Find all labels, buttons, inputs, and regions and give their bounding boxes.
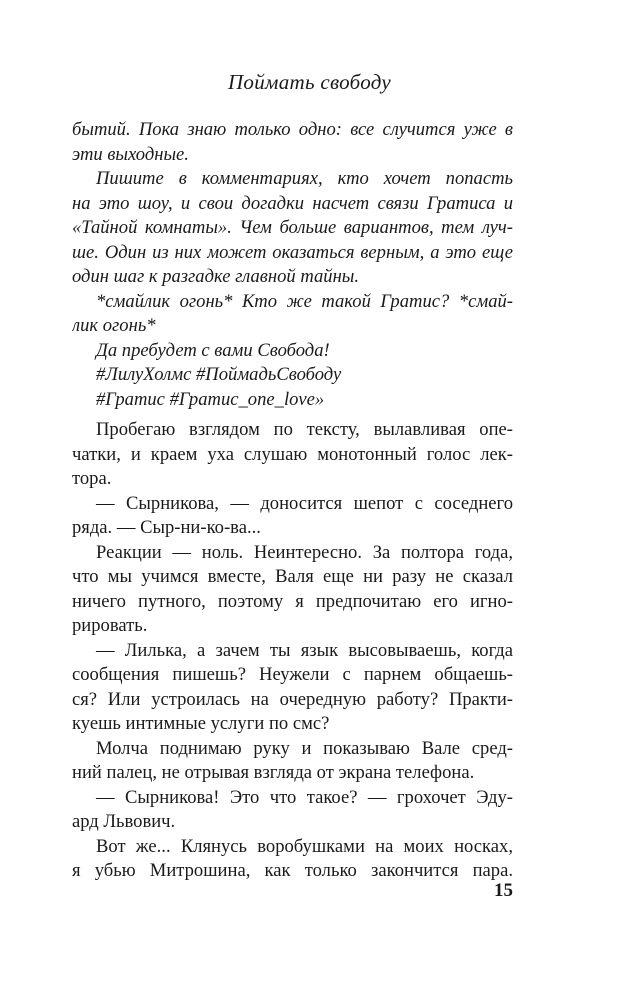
body-text bbox=[72, 418, 513, 884]
text-line: на это шоу, и свои догадки насчет связи Гратиса и bbox=[72, 192, 513, 214]
text-line: — Сырникова, — доносится шепот с соседнего bbox=[96, 492, 513, 514]
text-line: эти выходные. bbox=[72, 143, 189, 165]
text-line: чатки, и краем уха слушаю монотонный голос лек- bbox=[72, 443, 513, 465]
text-line: что мы учимся вместе, Валя еще ни разу не сказал bbox=[72, 566, 513, 587]
text-line: *смайлик огонь* Кто же такой Гратис? *смай- bbox=[96, 290, 513, 312]
text-line: ард Львович. bbox=[72, 811, 176, 832]
text-line: куешь интимные услуги по смс? bbox=[72, 713, 330, 734]
text-line: ничего путного, поэтому я предпочитаю его игно- bbox=[72, 590, 513, 612]
text-line: бытий. Пока знаю только одно: все случится уже в bbox=[72, 119, 513, 140]
text-line: сообщения пишешь? Неужели с парнем общаешь- bbox=[72, 664, 513, 685]
text-line: Пробегаю взглядом по тексту, вылавливая опе- bbox=[96, 419, 513, 440]
text-line: Реакции — ноль. Неинтересно. За полтора года, bbox=[96, 541, 513, 563]
text-line: — Лилька, а зачем ты язык высовываешь, когда bbox=[96, 639, 513, 661]
text-line: — Сырникова! Это что такое? — грохочет Эду- bbox=[96, 786, 513, 808]
text-line: #Гратис #Гратис_one_love» bbox=[96, 388, 325, 410]
text-line: #ЛилуХолмс #ПоймадьСвободу bbox=[96, 364, 342, 385]
text-line: ряда. — Сыр-ни-ко-ва... bbox=[72, 517, 261, 538]
running-head: Поймать свободу bbox=[227, 70, 392, 94]
text-line: тора. bbox=[72, 468, 112, 489]
text-line: «Тайной комнаты». Чем больше вариантов, тем луч- bbox=[72, 217, 513, 238]
text-line: рировать. bbox=[72, 615, 148, 636]
text-line: Пишите в комментариях, кто хочет попасть bbox=[96, 168, 513, 189]
text-line: ний палец, не отрывая взгляда от экрана телефона. bbox=[72, 762, 475, 783]
text-line: Да пребудет с вами Свобода! bbox=[96, 339, 330, 361]
text-line: ше. Один из них может оказаться верным, а это еще bbox=[72, 241, 513, 263]
page-number: 15 bbox=[494, 880, 513, 901]
text-line: Вот же... Клянусь воробушками на моих носках, bbox=[96, 835, 513, 857]
text-line: лик огонь* bbox=[72, 315, 156, 336]
text-line: ся? Или устроилась на очередную работу? Практи- bbox=[72, 688, 513, 710]
text-line: Молча поднимаю руку и показываю Вале сред- bbox=[96, 737, 513, 759]
italic-post-text bbox=[72, 118, 513, 412]
text-line: я убью Митрошина, как только закончится пара. bbox=[72, 860, 513, 881]
text-line: один шаг к разгадке главной тайны. bbox=[72, 266, 360, 287]
